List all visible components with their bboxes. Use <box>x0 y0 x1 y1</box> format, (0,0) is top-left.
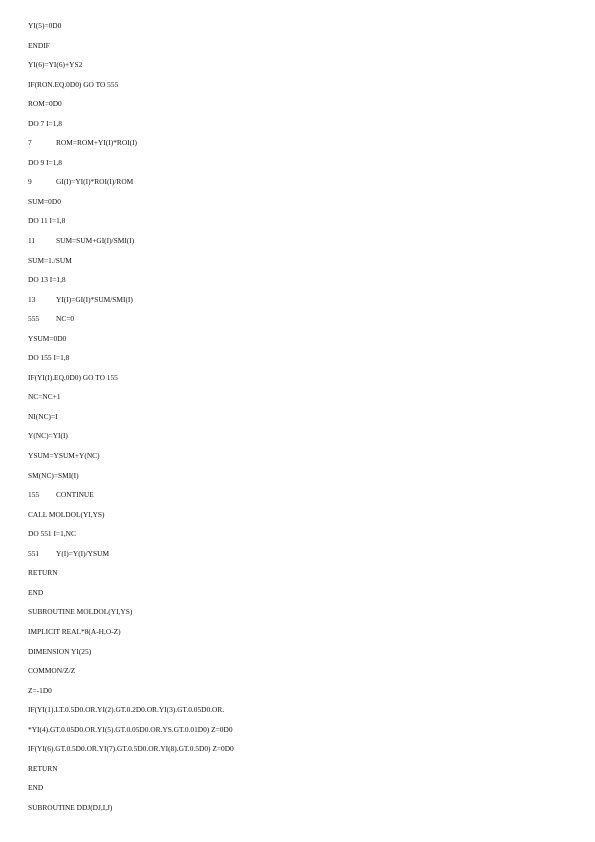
code-text: YI(I)=GI(I)*SUM/SMI(I) <box>56 294 133 304</box>
code-line <box>28 759 568 779</box>
code-text: END <box>28 783 44 793</box>
code-line <box>28 563 568 583</box>
code-text: END <box>28 587 44 597</box>
statement-label: 9 <box>28 177 32 187</box>
code-text: RETURN <box>28 568 58 578</box>
statement-label: 7 <box>28 138 32 148</box>
code-text: IMPLICIT REAL*8(A-H,O-Z) <box>28 626 121 636</box>
code-line <box>28 153 568 173</box>
code-line <box>28 720 568 740</box>
code-text: NC=NC+1 <box>28 392 61 402</box>
code-text: IF(YI(6).GT.0.5D0.OR.YI(7).GT.0.5D0.OR.YI(8).GT.0.5D0) Z=0D0 <box>28 744 234 754</box>
code-text: CALL MOLDOL(YI,YS) <box>28 509 105 519</box>
code-text: IF(YI(1).LT.0.5D0.OR.YI(2).GT.0.2D0.OR.YI(3).GT.0.05D0.OR. <box>28 705 225 715</box>
code-line <box>28 681 568 701</box>
code-line <box>28 661 568 681</box>
code-text: COMMON/Z/Z <box>28 666 76 676</box>
code-text: DIMENSION YI(25) <box>28 646 92 656</box>
statement-label: 551 <box>28 548 40 558</box>
code-text: YI(5)=0D0 <box>28 21 62 30</box>
code-text: YSUM=YSUM+Y(NC) <box>28 451 100 461</box>
code-line <box>28 231 568 251</box>
code-line <box>28 192 568 212</box>
code-text: SUM=1./SUM <box>28 255 72 265</box>
code-line <box>28 602 568 622</box>
code-line <box>28 348 568 368</box>
code-line <box>28 407 568 427</box>
statement-label: 13 <box>28 294 36 304</box>
code-line <box>28 700 568 720</box>
code-line <box>28 94 568 114</box>
code-line <box>28 368 568 388</box>
code-text: Y(NC)=YI(I) <box>28 431 68 441</box>
code-line <box>28 270 568 290</box>
statement-label: 11 <box>28 236 36 246</box>
code-line <box>28 309 568 329</box>
code-line <box>28 505 568 525</box>
code-line <box>28 798 568 818</box>
code-line <box>28 329 568 349</box>
code-line <box>28 524 568 544</box>
code-text: DO 7 I=1,8 <box>28 118 62 128</box>
code-line <box>28 211 568 231</box>
code-line <box>28 172 568 192</box>
code-text: RETURN <box>28 763 58 773</box>
code-text: DO 9 I=1,8 <box>28 157 62 167</box>
code-text: DO 13 I=1,8 <box>28 275 66 285</box>
code-text: SUBROUTINE DDJ(DJ,I,J) <box>28 802 113 812</box>
code-text: YI(6)=YI(6)+YS2 <box>28 60 83 70</box>
code-line <box>28 387 568 407</box>
code-line <box>28 739 568 759</box>
code-text: NI(NC)=I <box>28 411 58 421</box>
code-line <box>28 544 568 564</box>
code-text: ENDIF <box>28 40 50 50</box>
code-text: SM(NC)=SMI(I) <box>28 470 79 480</box>
code-line <box>28 36 568 56</box>
code-text: SUBROUTINE MOLDOL(YI,YS) <box>28 607 133 617</box>
code-line <box>28 622 568 642</box>
code-line <box>28 16 568 36</box>
code-text: CONTINUE <box>56 490 94 500</box>
code-line <box>28 583 568 603</box>
code-text: DO 551 I=1,NC <box>28 529 76 539</box>
code-text: DO 155 I=1,8 <box>28 353 70 363</box>
code-text: ROM=0D0 <box>28 99 62 109</box>
code-line <box>28 75 568 95</box>
code-text: *YI(4).GT.0.05D0.OR.YI(5).GT.0.05D0.OR.YS.GT.0.01D0) Z=0D0 <box>28 724 233 734</box>
code-line <box>28 466 568 486</box>
code-text: ROM=ROM+YI(I)*ROI(I) <box>56 138 138 148</box>
code-line <box>28 114 568 134</box>
code-line <box>28 55 568 75</box>
code-line <box>28 642 568 662</box>
fortran-code-listing <box>28 16 568 817</box>
code-line <box>28 485 568 505</box>
code-text: GI(I)=YI(I)*ROI(I)/ROM <box>56 177 134 187</box>
statement-label: 155 <box>28 490 40 500</box>
code-line <box>28 446 568 466</box>
code-text: IF(RON.EQ.0D0) GO TO 555 <box>28 79 119 89</box>
code-line <box>28 251 568 271</box>
code-text: NC=0 <box>56 314 75 324</box>
code-text: DO 11 I=1,8 <box>28 216 66 226</box>
code-line <box>28 133 568 153</box>
code-line <box>28 426 568 446</box>
statement-label: 555 <box>28 314 40 324</box>
code-text: SUM=SUM+GI(I)/SMI(I) <box>56 236 135 246</box>
code-text: IF(YI(I).EQ.0D0) GO TO 155 <box>28 372 118 382</box>
code-text: SUM=0D0 <box>28 196 61 206</box>
code-line <box>28 290 568 310</box>
code-text: Y(I)=Y(I)/YSUM <box>56 548 110 558</box>
code-text: YSUM=0D0 <box>28 333 67 343</box>
code-text: Z=-1D0 <box>28 685 52 695</box>
code-line <box>28 778 568 798</box>
